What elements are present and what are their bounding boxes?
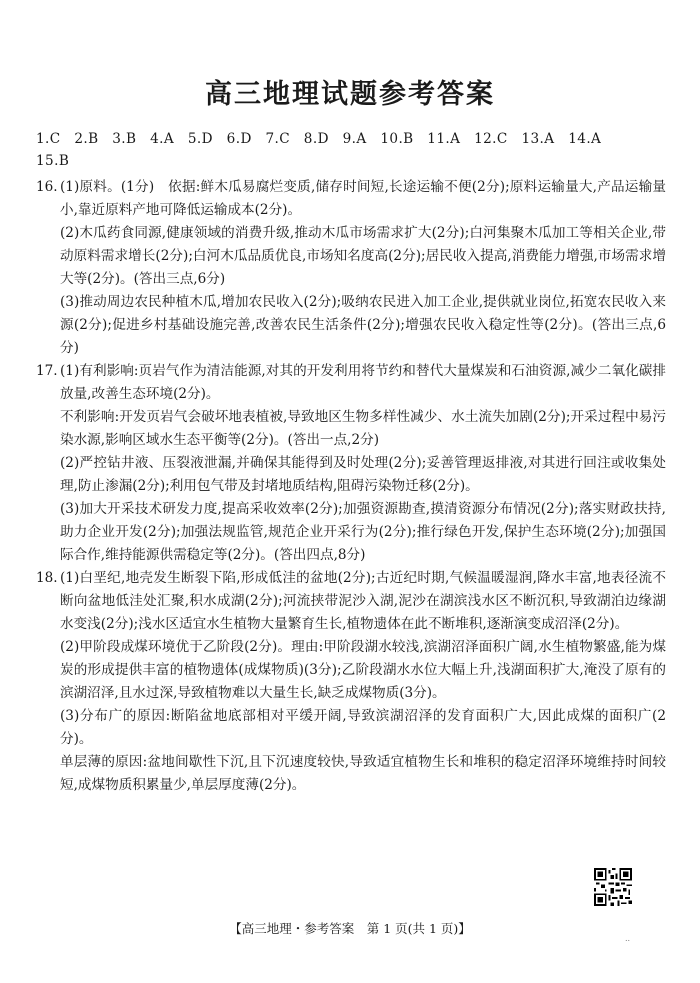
mc-answer: 15.B bbox=[36, 153, 70, 169]
mc-answer: 11.A bbox=[427, 131, 461, 147]
mc-answer: 8.D bbox=[303, 131, 329, 147]
question-16 bbox=[36, 176, 666, 360]
mc-answer: 5.D bbox=[187, 131, 213, 147]
question-content bbox=[60, 176, 666, 360]
mc-answer: 13.A bbox=[521, 131, 555, 147]
page-footer: 【高三地理・参考答案 第 1 页(共 1 页)】 bbox=[229, 921, 471, 936]
answer-paragraph: (2)严控钻井液、压裂液泄漏,并确保其能得到及时处理(2分);妥善管理返排液,对其进行回注或收集处理,防止渗漏(2分);利用包气带及封堵地质结构,阻碍污染物迁移(2分)。 bbox=[60, 455, 666, 494]
question-17 bbox=[36, 360, 666, 567]
mc-answer: 14.A bbox=[568, 131, 602, 147]
question-18 bbox=[36, 567, 666, 797]
answer-paragraph: (3)推动周边农民种植木瓜,增加农民收入(2分);吸纳农民进入加工企业,提供就业岗位,拓宽农民收入来源(2分);促进乡村基础设施完善,改善农民生活条件(2分);增强农民收入稳定性等(2分)。(答出三点,6分) bbox=[60, 294, 666, 356]
mc-answer: 1.C bbox=[36, 131, 61, 147]
question-number: 17. bbox=[36, 363, 58, 379]
multiple-choice-answers bbox=[36, 128, 666, 172]
mc-answer: 4.A bbox=[150, 131, 175, 147]
qr-code-icon bbox=[594, 868, 632, 906]
answer-paragraph: 单层薄的原因:盆地间歇性下沉,且下沉速度较快,导致适宜植物生长和堆积的稳定沼泽环境维持时间较短,成煤物质积累量少,单层厚度薄(2分)。 bbox=[60, 754, 666, 793]
answer-paragraph: (2)甲阶段成煤环境优于乙阶段(2分)。理由:甲阶段湖水较浅,滨湖沼泽面积广阔,水生植物繁盛,能为煤炭的形成提供丰富的植物遗体(成煤物质)(3分);乙阶段湖水水位大幅上升,浅湖面积扩大,淹没了原有的滨湖沼泽,且水过深,导致植物难以大量生长,缺乏成煤物质(3分)。 bbox=[60, 639, 666, 701]
mc-answer: 12.C bbox=[474, 131, 508, 147]
question-content bbox=[60, 360, 666, 567]
mc-answer: 6.D bbox=[226, 131, 252, 147]
mc-answer: 7.C bbox=[265, 131, 291, 147]
answer-paragraph: (2)木瓜药食同源,健康领域的消费升级,推动木瓜市场需求扩大(2分);白河集聚木瓜加工等相关企业,带动原料需求增长(2分);白河木瓜品质优良,市场知名度高(2分);居民收入提高,消费能力增强,市场需求增大等(2分)。(答出三点,6分) bbox=[60, 225, 666, 287]
mc-answer: 2.B bbox=[74, 131, 99, 147]
answer-paragraph: (3)分布广的原因:断陷盆地底部相对平缓开阔,导致滨湖沼泽的发育面积广大,因此成煤的面积广(2分)。 bbox=[60, 708, 666, 747]
answer-body bbox=[36, 176, 666, 797]
answer-paragraph: (1)原料。(1分) 依据:鲜木瓜易腐烂变质,储存时间短,长途运输不便(2分);原料运输量大,产品运输量小,靠近原料产地可降低运输成本(2分)。 bbox=[60, 179, 666, 218]
answer-paragraph: (3)加大开采技术研发力度,提高采收效率(2分);加强资源勘查,摸清资源分布情况(2分);落实财政扶持,助力企业开发(2分);加强法规监管,规范企业开采行为(2分);推行绿色开发,保护生态环境(2分);加强国际合作,维持能源供需稳定等(2分)。(答出四点,8分) bbox=[60, 501, 666, 563]
page-mark: .. bbox=[625, 934, 631, 943]
question-content bbox=[60, 567, 666, 797]
mc-answer: 10.B bbox=[380, 131, 414, 147]
question-number: 16. bbox=[36, 179, 58, 195]
mc-answer: 9.A bbox=[342, 131, 367, 147]
answer-paragraph: 不利影响:开发页岩气会破坏地表植被,导致地区生物多样性减少、水土流失加剧(2分);开采过程中易污染水源,影响区域水生态平衡等(2分)。(答出一点,2分) bbox=[60, 409, 666, 448]
mc-answer: 3.B bbox=[112, 131, 137, 147]
answer-paragraph: (1)有利影响:页岩气作为清洁能源,对其的开发利用将节约和替代大量煤炭和石油资源,减少二氧化碳排放量,改善生态环境(2分)。 bbox=[60, 363, 666, 402]
page-title: 高三地理试题参考答案 bbox=[205, 79, 495, 110]
answer-paragraph: (1)白垩纪,地壳发生断裂下陷,形成低洼的盆地(2分);古近纪时期,气候温暖湿润,降水丰富,地表径流不断向盆地低洼处汇聚,积水成湖(2分);河流挟带泥沙入湖,泥沙在湖滨浅水区不断沉积,导致湖泊边缘湖水变浅(2分);浅水区适宜水生植物大量繁育生长,植物遗体在此不断堆积,逐渐演变成沼泽(2分)。 bbox=[60, 570, 666, 632]
question-number: 18. bbox=[36, 570, 58, 586]
